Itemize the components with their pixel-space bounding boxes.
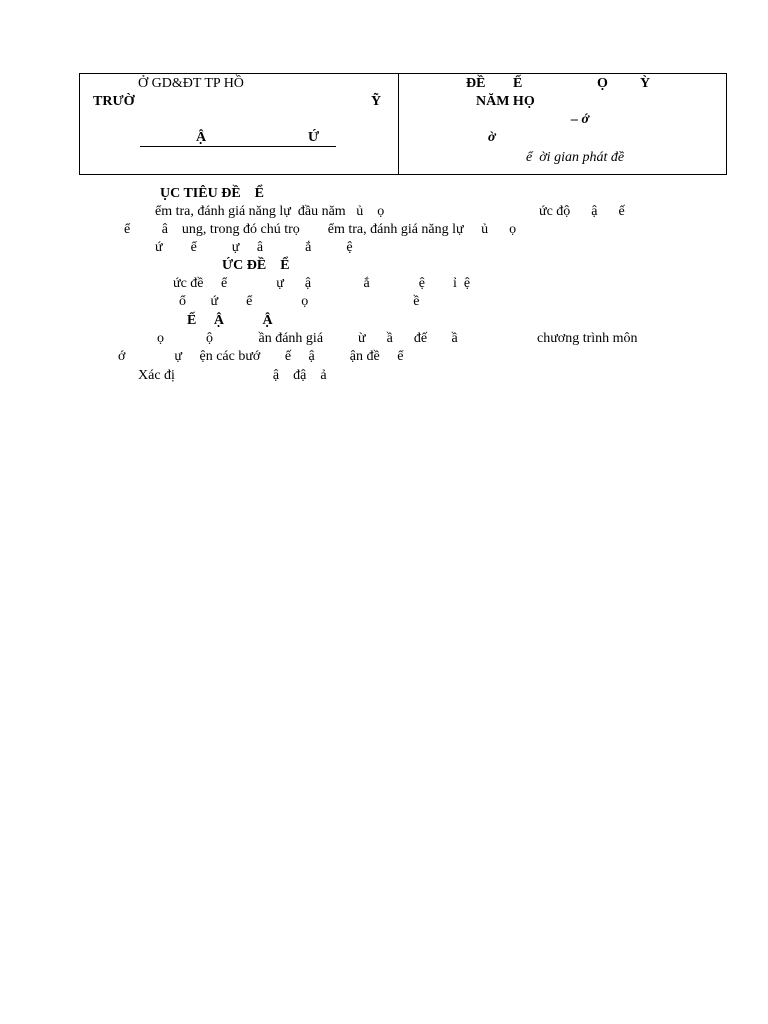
school-name-left: TRƯỜ: [93, 94, 135, 109]
exam-title-b: Ế: [513, 76, 523, 91]
subject-grade: – ớ: [571, 112, 590, 127]
objectives-line-1a: ểm tra, đánh giá năng lự đầu năm ủ ọ: [155, 204, 385, 219]
objectives-line-2: ể â ung, trong đó chú trọ ểm tra, đánh giá năng lự ủ ọ: [124, 222, 517, 237]
objectives-line-3: ứ ể ự â ắ ệ: [155, 240, 353, 255]
official-doc-label-a: Ậ: [196, 130, 207, 145]
section-heading-objectives: ỤC TIÊU ĐỀ Ể: [160, 186, 264, 201]
school-name-right: Ỹ: [371, 94, 382, 109]
objectives-line-1b: ức độ ậ ế: [539, 204, 625, 219]
design-line-1b: chương trình môn: [537, 331, 638, 346]
time-note: ể ời gian phát đề: [526, 150, 625, 165]
design-line-2: ớ ự ện các bướ ế ậ ận đề ể: [118, 349, 404, 364]
exam-title-a: ĐỀ: [466, 76, 486, 91]
format-line-2: ổ ứ ể ọ ề: [179, 294, 420, 309]
exam-title-c: Ọ: [597, 76, 608, 91]
section-heading-format: ỨC ĐỀ Ể: [222, 258, 290, 273]
design-line-3: Xác đị ậ đậ ả: [138, 368, 327, 383]
department-name: Ở GD&ĐT TP HỒ: [138, 76, 244, 91]
school-year: NĂM HỌ: [476, 94, 535, 109]
section-heading-design: Ế Ậ Ậ: [187, 313, 273, 328]
exam-title-d: Ỳ: [640, 76, 651, 91]
official-doc-label-b: Ứ: [308, 130, 320, 145]
design-line-1a: ọ ộ ần đánh giá ừ ầ đế ầ: [157, 331, 458, 346]
format-line-1: ức đề ể ự ậ ắ ệ ỉ ệ: [173, 276, 471, 291]
exam-duration: ờ: [488, 130, 496, 145]
underline-divider: [140, 146, 336, 147]
